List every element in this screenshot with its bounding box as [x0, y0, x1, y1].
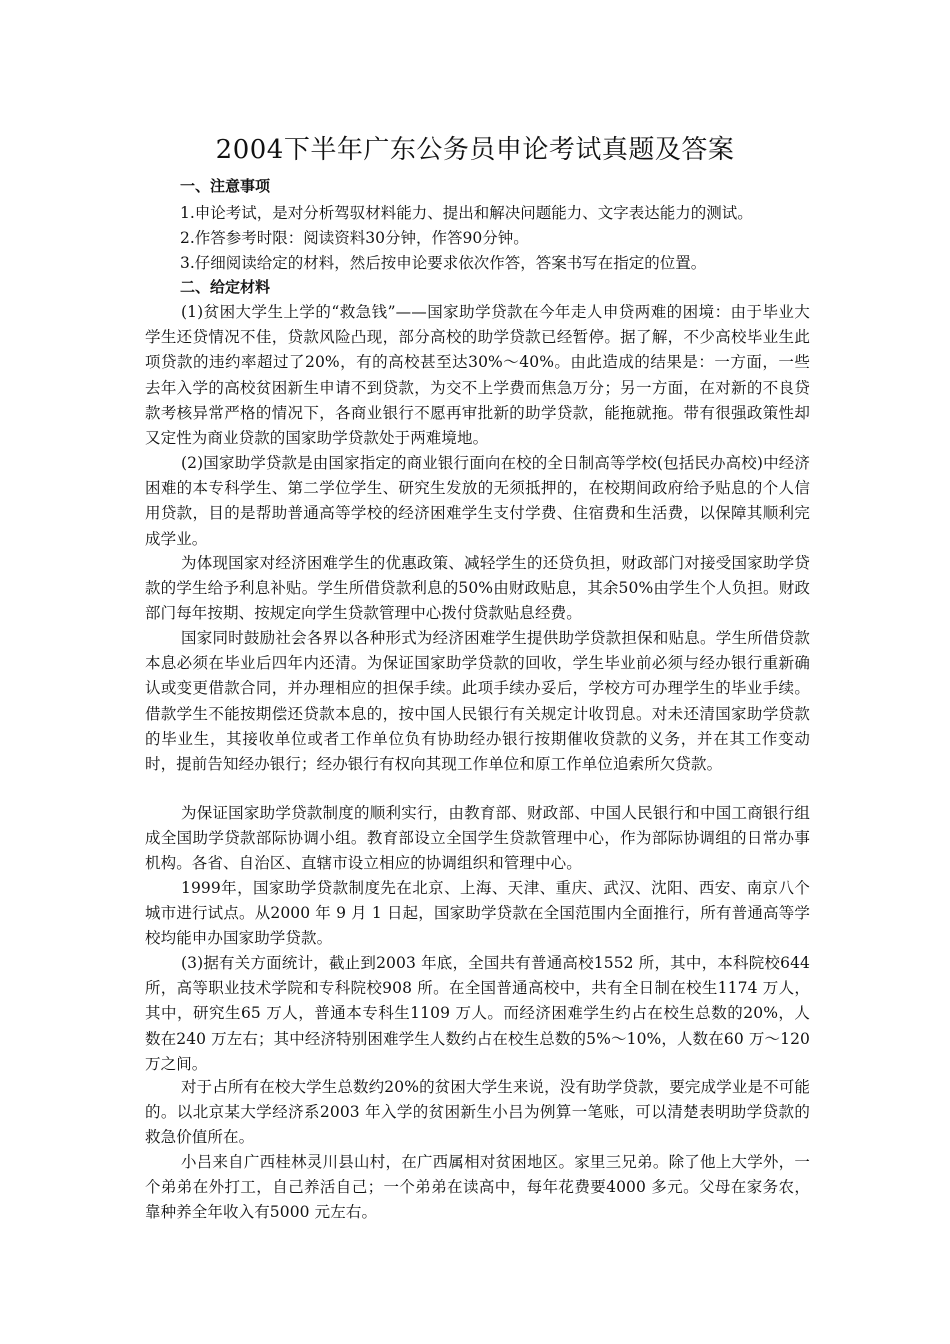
material-paragraph: 为保证国家助学贷款制度的顺利实行，由教育部、财政部、中国人民银行和中国工商银行组成全国助学贷款部际协调小组。教育部设立全国学生贷款管理中心，作为部际协调组的日常办事机构。各省、自治区、直辖市设立相应的协调组织和管理中心。: [145, 804, 810, 873]
material-paragraph: (2)国家助学贷款是由国家指定的商业银行面向在校的全日制高等学校(包括民办高校)中经济困难的本专科学生、第二学位学生、研究生发放的无须抵押的，在校期间政府给予贴息的个人信用贷款，目的是帮助普通高等学校的经济困难学生支付学费、住宿费和生活费，以保障其顺利完成学业。: [145, 454, 810, 548]
material-paragraph: 小吕来自广西桂林灵川县山村，在广西属相对贫困地区。家里三兄弟。除了他上大学外，一个弟弟在外打工，自己养活自己；一个弟弟在读高中，每年花费要4000 多元。父母在家务农，靠种养全年收入有5000 元左右。: [145, 1153, 810, 1222]
note-item-2: 2.作答参考时限：阅读资料30分钟，作答90分钟。: [180, 229, 529, 247]
material-paragraph: (3)据有关方面统计，截止到2003 年底，全国共有普通高校1552 所，其中，本科院校644 所，高等职业技术学院和专科院校908 所。在全国普通高校中，共有全日制在校生1174 万人，其中，研究生65 万人，普通本专科生1109 万人。而经济困难学生约占在校生总数的20%，人数在240 万左右；其中经济特别困难学生人数约占在校生总数的5%～10%，人数在60 万～120 万之间。: [145, 954, 810, 1073]
section-heading-materials: 二、给定材料: [180, 278, 271, 296]
document-title: 2004下半年广东公务员申论考试真题及答案: [215, 135, 735, 165]
material-paragraph: 对于占所有在校大学生总数约20%的贫困大学生来说，没有助学贷款，要完成学业是不可能的。以北京某大学经济系2003 年入学的贫困新生小吕为例算一笔账，可以清楚表明助学贷款的救急价值所在。: [145, 1078, 810, 1147]
material-paragraph: (1)贫困大学生上学的“救急钱”——国家助学贷款在今年走人申贷两难的困境：由于毕业大学生还贷情况不佳，贷款风险凸现，部分高校的助学贷款已经暂停。据了解，不少高校毕业生此项贷款的违约率超过了20%，有的高校甚至达30%～40%。由此造成的结果是：一方面，一些去年入学的高校贫困新生申请不到贷款，为交不上学费而焦急万分；另一方面，在对新的不良贷款考核异常严格的情况下，各商业银行不愿再审批新的助学贷款，能拖就拖。带有很强政策性却又定性为商业贷款的国家助学贷款处于两难境地。: [145, 303, 810, 448]
material-paragraph: 为体现国家对经济困难学生的优惠政策、减轻学生的还贷负担，财政部门对接受国家助学贷款的学生给予利息补贴。学生所借贷款利息的50%由财政贴息，其余50%由学生个人负担。财政部门每年按期、按规定向学生贷款管理中心拨付贷款贴息经费。: [145, 554, 810, 623]
note-item-3: 3.仔细阅读给定的材料，然后按申论要求依次作答，答案书写在指定的位置。: [180, 254, 707, 272]
material-paragraph: 1999年，国家助学贷款制度先在北京、上海、天津、重庆、武汉、沈阳、西安、南京八个城市进行试点。从2000 年 9 月 1 日起，国家助学贷款在全国范围内全面推行，所有普通高等学校均能申办国家助学贷款。: [145, 879, 810, 948]
section-heading-notes: 一、注意事项: [180, 177, 271, 195]
note-item-1: 1.申论考试，是对分析驾驭材料能力、提出和解决问题能力、文字表达能力的测试。: [180, 204, 753, 222]
material-paragraph: 国家同时鼓励社会各界以各种形式为经济困难学生提供助学贷款担保和贴息。学生所借贷款本息必须在毕业后四年内还清。为保证国家助学贷款的回收，学生毕业前必须与经办银行重新确认或变更借款合同，并办理相应的担保手续。此项手续办妥后，学校方可办理学生的毕业手续。借款学生不能按期偿还贷款本息的，按中国人民银行有关规定计收罚息。对未还清国家助学贷款的毕业生，其接收单位或者工作单位负有协助经办银行按期催收贷款的义务，并在其工作变动时，提前告知经办银行；经办银行有权向其现工作单位和原工作单位追索所欠贷款。: [145, 629, 810, 774]
